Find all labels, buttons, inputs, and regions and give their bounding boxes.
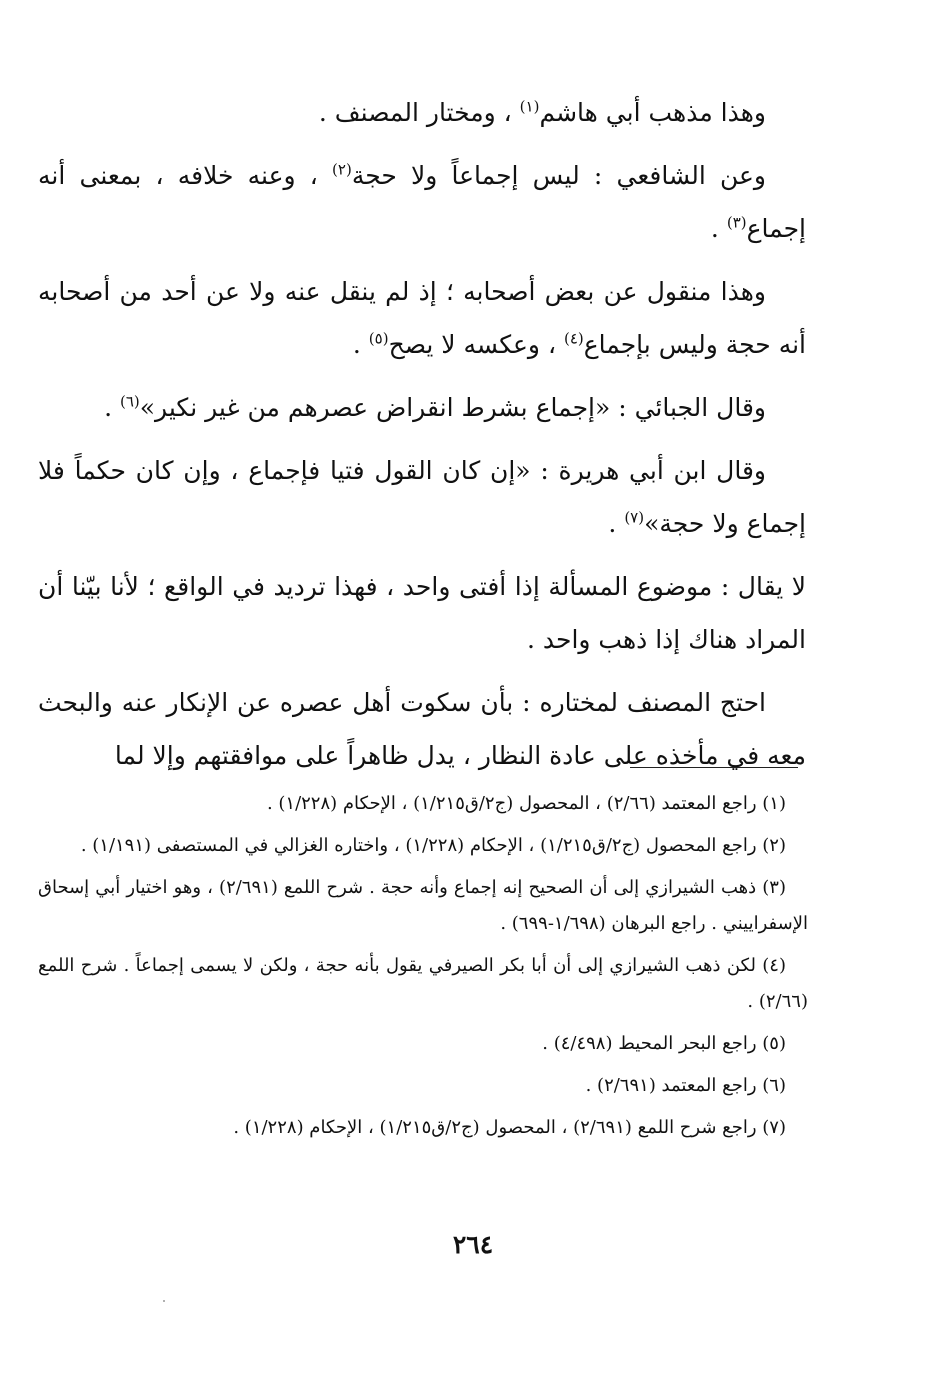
footnote-5: (٥) راجع البحر المحيط (٤/٤٩٨) . — [542, 1033, 786, 1054]
paragraph-text: وهذا مذهب أبي هاشم — [539, 98, 766, 127]
paragraph-text: . — [608, 509, 625, 538]
scan-speck — [163, 1300, 165, 1302]
paragraph-3 — [38, 265, 806, 371]
footnote-4: (٤) لكن ذهب الشيرازي إلى أن أبا بكر الصيرفي يقول بأنه حجة ، ولكن لا يسمى إجماعاً . شرح اللمع (٢/٦٦) . — [38, 955, 808, 1012]
paragraph-text: . — [710, 214, 727, 243]
footnote-6: (٦) راجع المعتمد (٢/٦٩١) . — [585, 1075, 786, 1096]
footnote-ref-2: (٢) — [332, 160, 352, 179]
page-number: ٢٦٤ — [452, 1230, 494, 1259]
paragraph-5 — [38, 444, 806, 550]
paragraph-text: ، وعنه خلافه ، بمعنى أنه إجماع — [38, 161, 806, 243]
footnote-2: (٢) راجع المحصول (ج٢/ق١/٢١٥) ، الإحكام (١/٢٢٨) ، واختاره الغزالي في المستصفى (١/١٩١) . — [80, 835, 786, 856]
paragraph-4 — [38, 381, 806, 434]
paragraph-text: لا يقال : موضوع المسألة إذا أفتى واحد ، فهذا ترديد في الواقع ؛ لأنا بيّنا أن المراد هناك إذا ذهب واحد . — [38, 572, 806, 654]
paragraph-text: ، وعكسه لا يصح — [388, 330, 564, 359]
footnote-divider — [630, 767, 798, 768]
paragraph-text: وقال ابن أبي هريرة : «إن كان القول فتيا فإجماع ، وإن كان حكماً فلا إجماع ولا حجة» — [38, 456, 806, 538]
paragraph-6 — [38, 560, 806, 666]
main-text — [38, 86, 806, 792]
paragraph-1 — [38, 86, 806, 139]
paragraph-text: ، ومختار المصنف . — [318, 98, 520, 127]
footnote-ref-1: (١) — [519, 97, 540, 116]
paragraph-text: . — [352, 330, 369, 359]
paragraph-text: وهذا منقول عن بعض أصحابه ؛ إذ لم ينقل عنه ولا عن أحد من أصحابه أنه حجة وليس بإجماع — [38, 277, 806, 359]
footnote-1: (١) راجع المعتمد (٢/٦٦) ، المحصول (ج٢/ق١/٢١٥) ، الإحكام (١/٢٢٨) . — [266, 793, 786, 814]
footnote-ref-3: (٣) — [726, 213, 747, 232]
footnote-ref-6: (٦) — [119, 392, 140, 411]
footnote-ref-7: (٧) — [624, 508, 645, 527]
paragraph-text: وقال الجبائي : «إجماع بشرط انقراض عصرهم من غير نكير» — [139, 393, 766, 422]
paragraph-2 — [38, 149, 806, 255]
footnote-ref-4: (٤) — [563, 329, 584, 348]
paragraph-text: . — [104, 393, 120, 422]
paragraph-text: احتج المصنف لمختاره : بأن سكوت أهل عصره عن الإنكار عنه والبحث معه في مأخذه على عادة النظار ، يدل ظاهراً على موافقتهم وإلا لما — [38, 688, 806, 770]
footnotes — [38, 786, 808, 1152]
paragraph-text: وعن الشافعي : ليس إجماعاً ولا حجة — [351, 161, 767, 190]
footnote-3: (٣) ذهب الشيرازي إلى أن الصحيح إنه إجماع وأنه حجة . شرح اللمع (٢/٦٩١) ، وهو اختيار أبي إسحاق الإسفراييني . راجع البرهان (١/٦٩٨-٦٩٩) . — [38, 877, 808, 934]
footnote-7: (٧) راجع شرح اللمع (٢/٦٩١) ، المحصول (ج٢/ق١/٢١٥) ، الإحكام (١/٢٢٨) . — [233, 1117, 786, 1138]
footnote-ref-5: (٥) — [368, 329, 389, 348]
